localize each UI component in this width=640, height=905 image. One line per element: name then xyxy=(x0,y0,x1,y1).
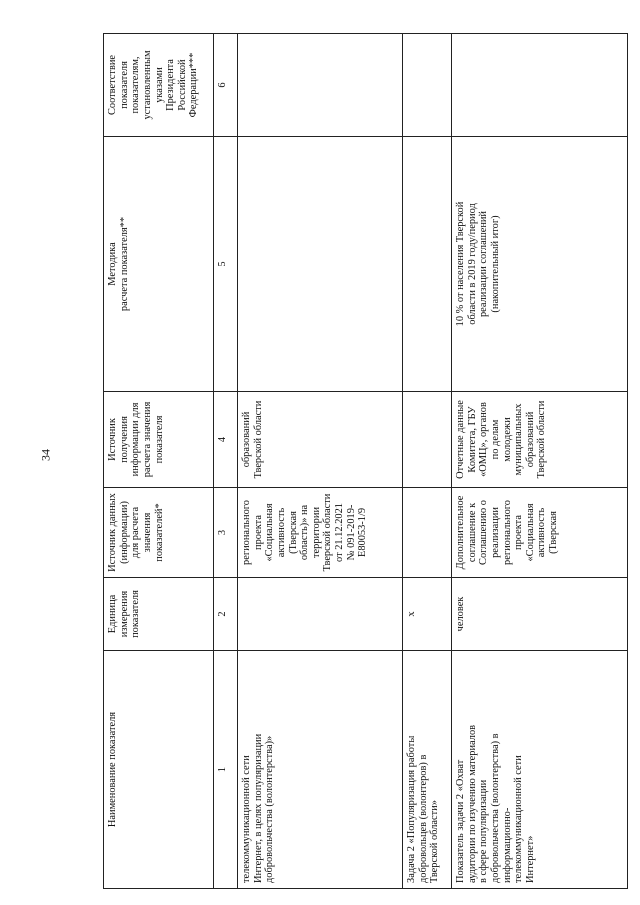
column-number: 4 xyxy=(214,392,238,488)
cell-text-line: информационно- xyxy=(501,807,513,883)
header-row xyxy=(104,34,214,889)
cell-text-line: 10 % от населения Тверской xyxy=(455,201,466,327)
cell-text-line: аудитории по изучению материалов xyxy=(466,724,478,883)
table-row xyxy=(238,34,403,889)
cell-text-line: Задача 2 «Популяризация работы xyxy=(406,735,417,883)
data-source-cell xyxy=(452,488,628,578)
cell-text-line: «Социальная xyxy=(264,503,276,562)
cell-text-line: активность xyxy=(275,507,287,558)
cell-text-line: реализации xyxy=(489,507,501,558)
unit-cell xyxy=(452,578,628,651)
column-number: 3 xyxy=(214,488,238,578)
rotated-table-container xyxy=(103,34,627,889)
cell-text-line: области в 2019 году/период xyxy=(466,203,478,325)
compliance-cell xyxy=(403,34,452,137)
indicator-name-cell xyxy=(238,651,403,889)
cell-text-line: телекоммуникационной сети xyxy=(241,755,252,883)
header-cell xyxy=(104,34,214,137)
cell-text-line: показателей* xyxy=(153,503,165,562)
cell-text-line: значения xyxy=(141,512,153,553)
cell-text-line: территории xyxy=(310,506,322,559)
cell-text-line: (информации) xyxy=(118,501,130,564)
header-cell xyxy=(104,392,214,488)
cell-text-line: Тверской области xyxy=(536,400,548,479)
method-cell xyxy=(452,137,628,392)
column-number: 5 xyxy=(214,137,238,392)
unit-cell xyxy=(238,578,403,651)
method-cell xyxy=(403,137,452,392)
header-cell xyxy=(104,651,214,889)
cell-text-line: Источник xyxy=(107,418,118,461)
cell-text-line: Интернет, в целях популяризации xyxy=(252,733,264,883)
compliance-cell xyxy=(238,34,403,137)
indicator-name-cell xyxy=(452,651,628,889)
cell-text-line: реализации соглашений xyxy=(478,211,490,318)
cell-text-line: E80053-1/9 xyxy=(357,507,369,558)
cell-text-line: «Социальная xyxy=(524,503,536,562)
cell-text-line: регионального xyxy=(241,500,252,565)
cell-text-line: получения xyxy=(118,416,130,463)
cell-text-line: Единица xyxy=(107,594,118,634)
cell-text-line: Методика xyxy=(107,242,118,286)
cell-text-line: человек xyxy=(455,596,466,632)
header-cell xyxy=(104,578,214,651)
cell-text-line: Тверской области xyxy=(322,493,334,572)
cell-text-line: активность xyxy=(536,507,548,558)
cell-text-line: (Тверская xyxy=(548,511,560,554)
cell-text-line: для расчета xyxy=(130,506,142,559)
cell-text-line: соглашение к xyxy=(466,502,478,563)
cell-text-line: показателя xyxy=(130,590,142,638)
cell-text-line: x xyxy=(406,611,417,617)
table-row xyxy=(452,34,628,889)
cell-text-line: установленным указами xyxy=(141,50,165,120)
cell-text-line: «ОМЦ», органов xyxy=(478,402,490,477)
column-number: 2 xyxy=(214,578,238,651)
cell-text-line: Соответствие показателя xyxy=(107,54,130,116)
indicator-table xyxy=(103,33,628,889)
cell-text-line: область)» на xyxy=(299,504,311,561)
column-number: 1 xyxy=(214,651,238,889)
cell-text-line: показателя xyxy=(153,415,165,464)
cell-text-line: муниципальных xyxy=(513,403,525,476)
cell-text-line: Федерации*** xyxy=(188,52,200,118)
cell-text-line: Дополнительное xyxy=(455,495,466,570)
unit-cell xyxy=(403,578,452,651)
method-cell xyxy=(238,137,403,392)
cell-text-line: добровольчества (волонтерства)» xyxy=(264,735,276,883)
cell-text-line: образований xyxy=(524,411,536,468)
cell-text-line: Интернет» xyxy=(524,835,536,883)
cell-text-line: расчета показателя** xyxy=(118,216,130,312)
cell-text-line: (Тверская xyxy=(287,511,299,554)
table-row xyxy=(403,34,452,889)
cell-text-line: от 21.12.2021 xyxy=(334,503,346,562)
column-number-row xyxy=(214,34,238,889)
compliance-cell xyxy=(452,34,628,137)
cell-text-line: Соглашению о xyxy=(478,500,490,565)
cell-text-line: образований xyxy=(241,411,252,468)
info-source-cell xyxy=(238,392,403,488)
info-source-cell xyxy=(403,392,452,488)
column-number: 6 xyxy=(214,34,238,137)
cell-text-line: Президента Российской xyxy=(165,59,188,111)
cell-text-line: телекоммуникационной сети xyxy=(513,755,525,883)
cell-text-line: измерения xyxy=(118,590,130,638)
cell-text-line: расчета значения xyxy=(141,401,153,478)
page-number: 34 xyxy=(38,449,53,461)
cell-text-line: Комитета, ГБУ xyxy=(466,406,478,473)
cell-text-line: добровольчества (волонтерства) в xyxy=(489,733,501,883)
cell-text-line: Отчетные данные xyxy=(455,400,466,479)
cell-text-line: Тверской области xyxy=(252,400,264,479)
cell-text-line: Тверской области» xyxy=(429,800,441,883)
cell-text-line: по делам молодежи xyxy=(489,417,513,462)
cell-text-line: информации для xyxy=(130,402,142,477)
cell-text-line: в сфере популяризации xyxy=(478,779,490,883)
cell-text-line: проекта xyxy=(252,515,264,550)
header-cell xyxy=(104,137,214,392)
info-source-cell xyxy=(452,392,628,488)
cell-text-line: Источник данных xyxy=(107,493,118,572)
cell-text-line: добровольцев (волонтеров) в xyxy=(417,754,429,883)
data-source-cell xyxy=(238,488,403,578)
cell-text-line: регионального xyxy=(501,500,513,565)
cell-text-line: № 091-2019- xyxy=(345,504,357,561)
cell-text-line: Наименование показателя xyxy=(107,711,118,828)
cell-text-line: показателям, xyxy=(130,56,142,114)
cell-text-line: (накопительный итог) xyxy=(489,215,501,313)
header-cell xyxy=(104,488,214,578)
cell-text-line: Показатель задачи 2 «Охват xyxy=(455,759,466,883)
task-name-cell xyxy=(403,651,452,889)
data-source-cell xyxy=(403,488,452,578)
cell-text-line: проекта xyxy=(513,515,525,550)
